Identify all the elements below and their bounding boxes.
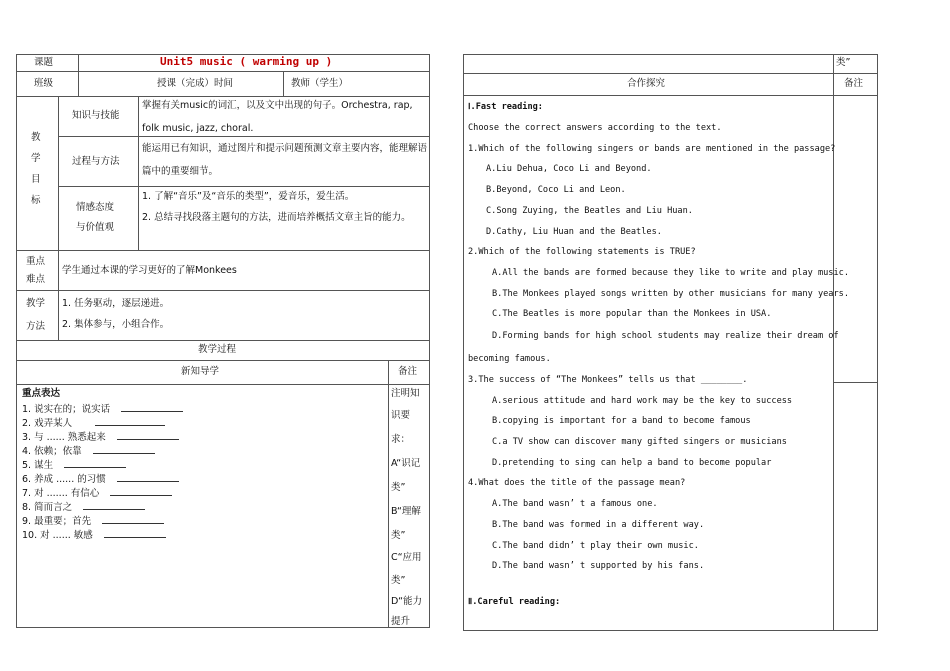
careful-reading-title: Ⅱ.Careful reading:	[468, 597, 561, 607]
objectives-label-4: 标	[31, 195, 41, 206]
key-expr-title: 重点表达	[22, 388, 61, 399]
note-9: 类”	[391, 575, 406, 586]
note-2: 识要	[391, 410, 411, 421]
method-1: 1. 任务驱动，逐层递进。	[62, 298, 170, 309]
fast-reading-title: Ⅰ.Fast reading:	[468, 102, 543, 112]
key-expr-7: 7. 对 ....... 有信心	[22, 486, 172, 500]
q4-option-b: B.The band was formed in a different way.	[492, 520, 705, 530]
q3-option-c: C.a TV show can discover many gifted singers or musicians	[492, 437, 787, 447]
objective-attitude-line1: 1. 了解“音乐”及“音乐的类型”，爱音乐，爱生活。	[142, 191, 355, 202]
note-5: 类”	[391, 482, 406, 493]
cooperate-header: 合作探究	[627, 78, 666, 89]
q2-option-d: D.Forming bands for high school students may realize their dream of	[492, 331, 839, 341]
note-6: B“理解	[391, 506, 421, 517]
note-11: 提升	[391, 616, 411, 627]
key-expr-6: 6. 养成 ...... 的习惯	[22, 472, 179, 486]
key-expr-9: 9. 最重要；首先	[22, 514, 164, 528]
q1-option-b: B.Beyond, Coco Li and Leon.	[486, 185, 626, 195]
key-expr-1: 1. 说实在的；说实话	[22, 402, 183, 416]
note-1: 注明知	[391, 388, 420, 399]
note-7: 类”	[391, 530, 406, 541]
question-4: 4.What does the title of the passage mean?	[468, 478, 686, 488]
q2-option-c: C.The Beatles is more popular than the Monkees in USA.	[492, 309, 772, 319]
question-1: 1.Which of the following singers or bands are mentioned in the passage?	[468, 144, 836, 154]
left-note-label: 备注	[398, 366, 418, 377]
q1-option-c: C.Song Zuying, the Beatles and Liu Huan.	[486, 206, 693, 216]
key-expr-8: 8. 简而言之	[22, 500, 145, 514]
key-content: 学生通过本课的学习更好的了解Monkees	[62, 265, 237, 276]
instruction: Choose the correct answers according to the text.	[468, 123, 722, 133]
key-label-2: 难点	[26, 274, 46, 285]
q3-option-a: A.serious attitude and hard work may be the key to success	[492, 396, 793, 406]
question-3: 3.The success of “The Monkees” tells us that ________.	[468, 375, 748, 385]
question-2: 2.Which of the following statements is TRUE?	[468, 247, 696, 257]
objective-attitude-label-2: 与价值观	[76, 222, 115, 233]
objective-process-line1: 能运用已有知识，通过图片和提示问题预测文章主要内容，能理解语	[142, 143, 428, 154]
guide-label: 新知导学	[181, 366, 220, 377]
objective-process-line2: 篇中的重要细节。	[142, 166, 219, 177]
note-8: C“应用	[391, 552, 422, 563]
right-note-label: 备注	[844, 78, 864, 89]
note-10: D“能力	[391, 596, 423, 607]
course-label: 课题	[34, 57, 54, 68]
note-4: A“识记	[391, 458, 421, 469]
q1-option-a: A.Liu Dehua, Coco Li and Beyond.	[486, 164, 652, 174]
q2-option-b: B.The Monkees played songs written by other musicians for many years.	[492, 289, 849, 299]
key-expr-5: 5. 谋生	[22, 458, 126, 472]
objective-process-label: 过程与方法	[72, 156, 120, 167]
method-label-1: 教学	[26, 298, 46, 309]
q3-option-d: D.pretending to sing can help a band to become popular	[492, 458, 772, 468]
key-expr-3: 3. 与 ...... 熟悉起来	[22, 430, 179, 444]
q1-option-d: D.Cathy, Liu Huan and the Beatles.	[486, 227, 662, 237]
key-expr-10: 10. 对 ...... 敏感	[22, 528, 166, 542]
q4-option-c: C.The band didn’ t play their own music.	[492, 541, 699, 551]
right-top-note: 类”	[836, 57, 851, 68]
key-expr-2: 2. 戏弄某人	[22, 416, 165, 430]
key-expr-4: 4. 依赖；依靠	[22, 444, 155, 458]
q4-option-a: A.The band wasn’ t a famous one.	[492, 499, 658, 509]
objective-knowledge-line1: 掌握有关music的词汇，以及文中出现的句子。Orchestra, rap,	[142, 100, 413, 111]
q3-option-b: B.copying is important for a band to become famous	[492, 416, 751, 426]
q2-option-a: A.All the bands are formed because they like to write and play music.	[492, 268, 849, 278]
class-label: 班级	[34, 78, 54, 89]
objective-knowledge-line2: folk music, jazz, choral.	[142, 123, 254, 134]
course-title: Unit5 music ( warming up )	[160, 55, 333, 68]
objectives-label-2: 学	[31, 153, 41, 164]
objective-attitude-label-1: 情感态度	[76, 202, 115, 213]
q4-option-d: D.The band wasn’ t supported by his fans.	[492, 561, 705, 571]
method-2: 2. 集体参与，小组合作。	[62, 319, 170, 330]
key-label-1: 重点	[26, 256, 46, 267]
objective-knowledge-label: 知识与技能	[72, 110, 120, 121]
process-label: 教学过程	[198, 344, 237, 355]
objective-attitude-line2: 2. 总结寻找段落主题句的方法，进而培养概括文章主旨的能力。	[142, 212, 411, 223]
method-label-2: 方法	[26, 321, 46, 332]
objectives-label-3: 目	[31, 174, 41, 185]
q2-option-d-cont: becoming famous.	[468, 354, 551, 364]
objectives-label-1: 教	[31, 132, 41, 143]
note-3: 求：	[391, 434, 411, 445]
teacher-label: 教师（学生）	[291, 78, 349, 89]
lesson-time-label: 授课（完成）时间	[157, 78, 234, 89]
